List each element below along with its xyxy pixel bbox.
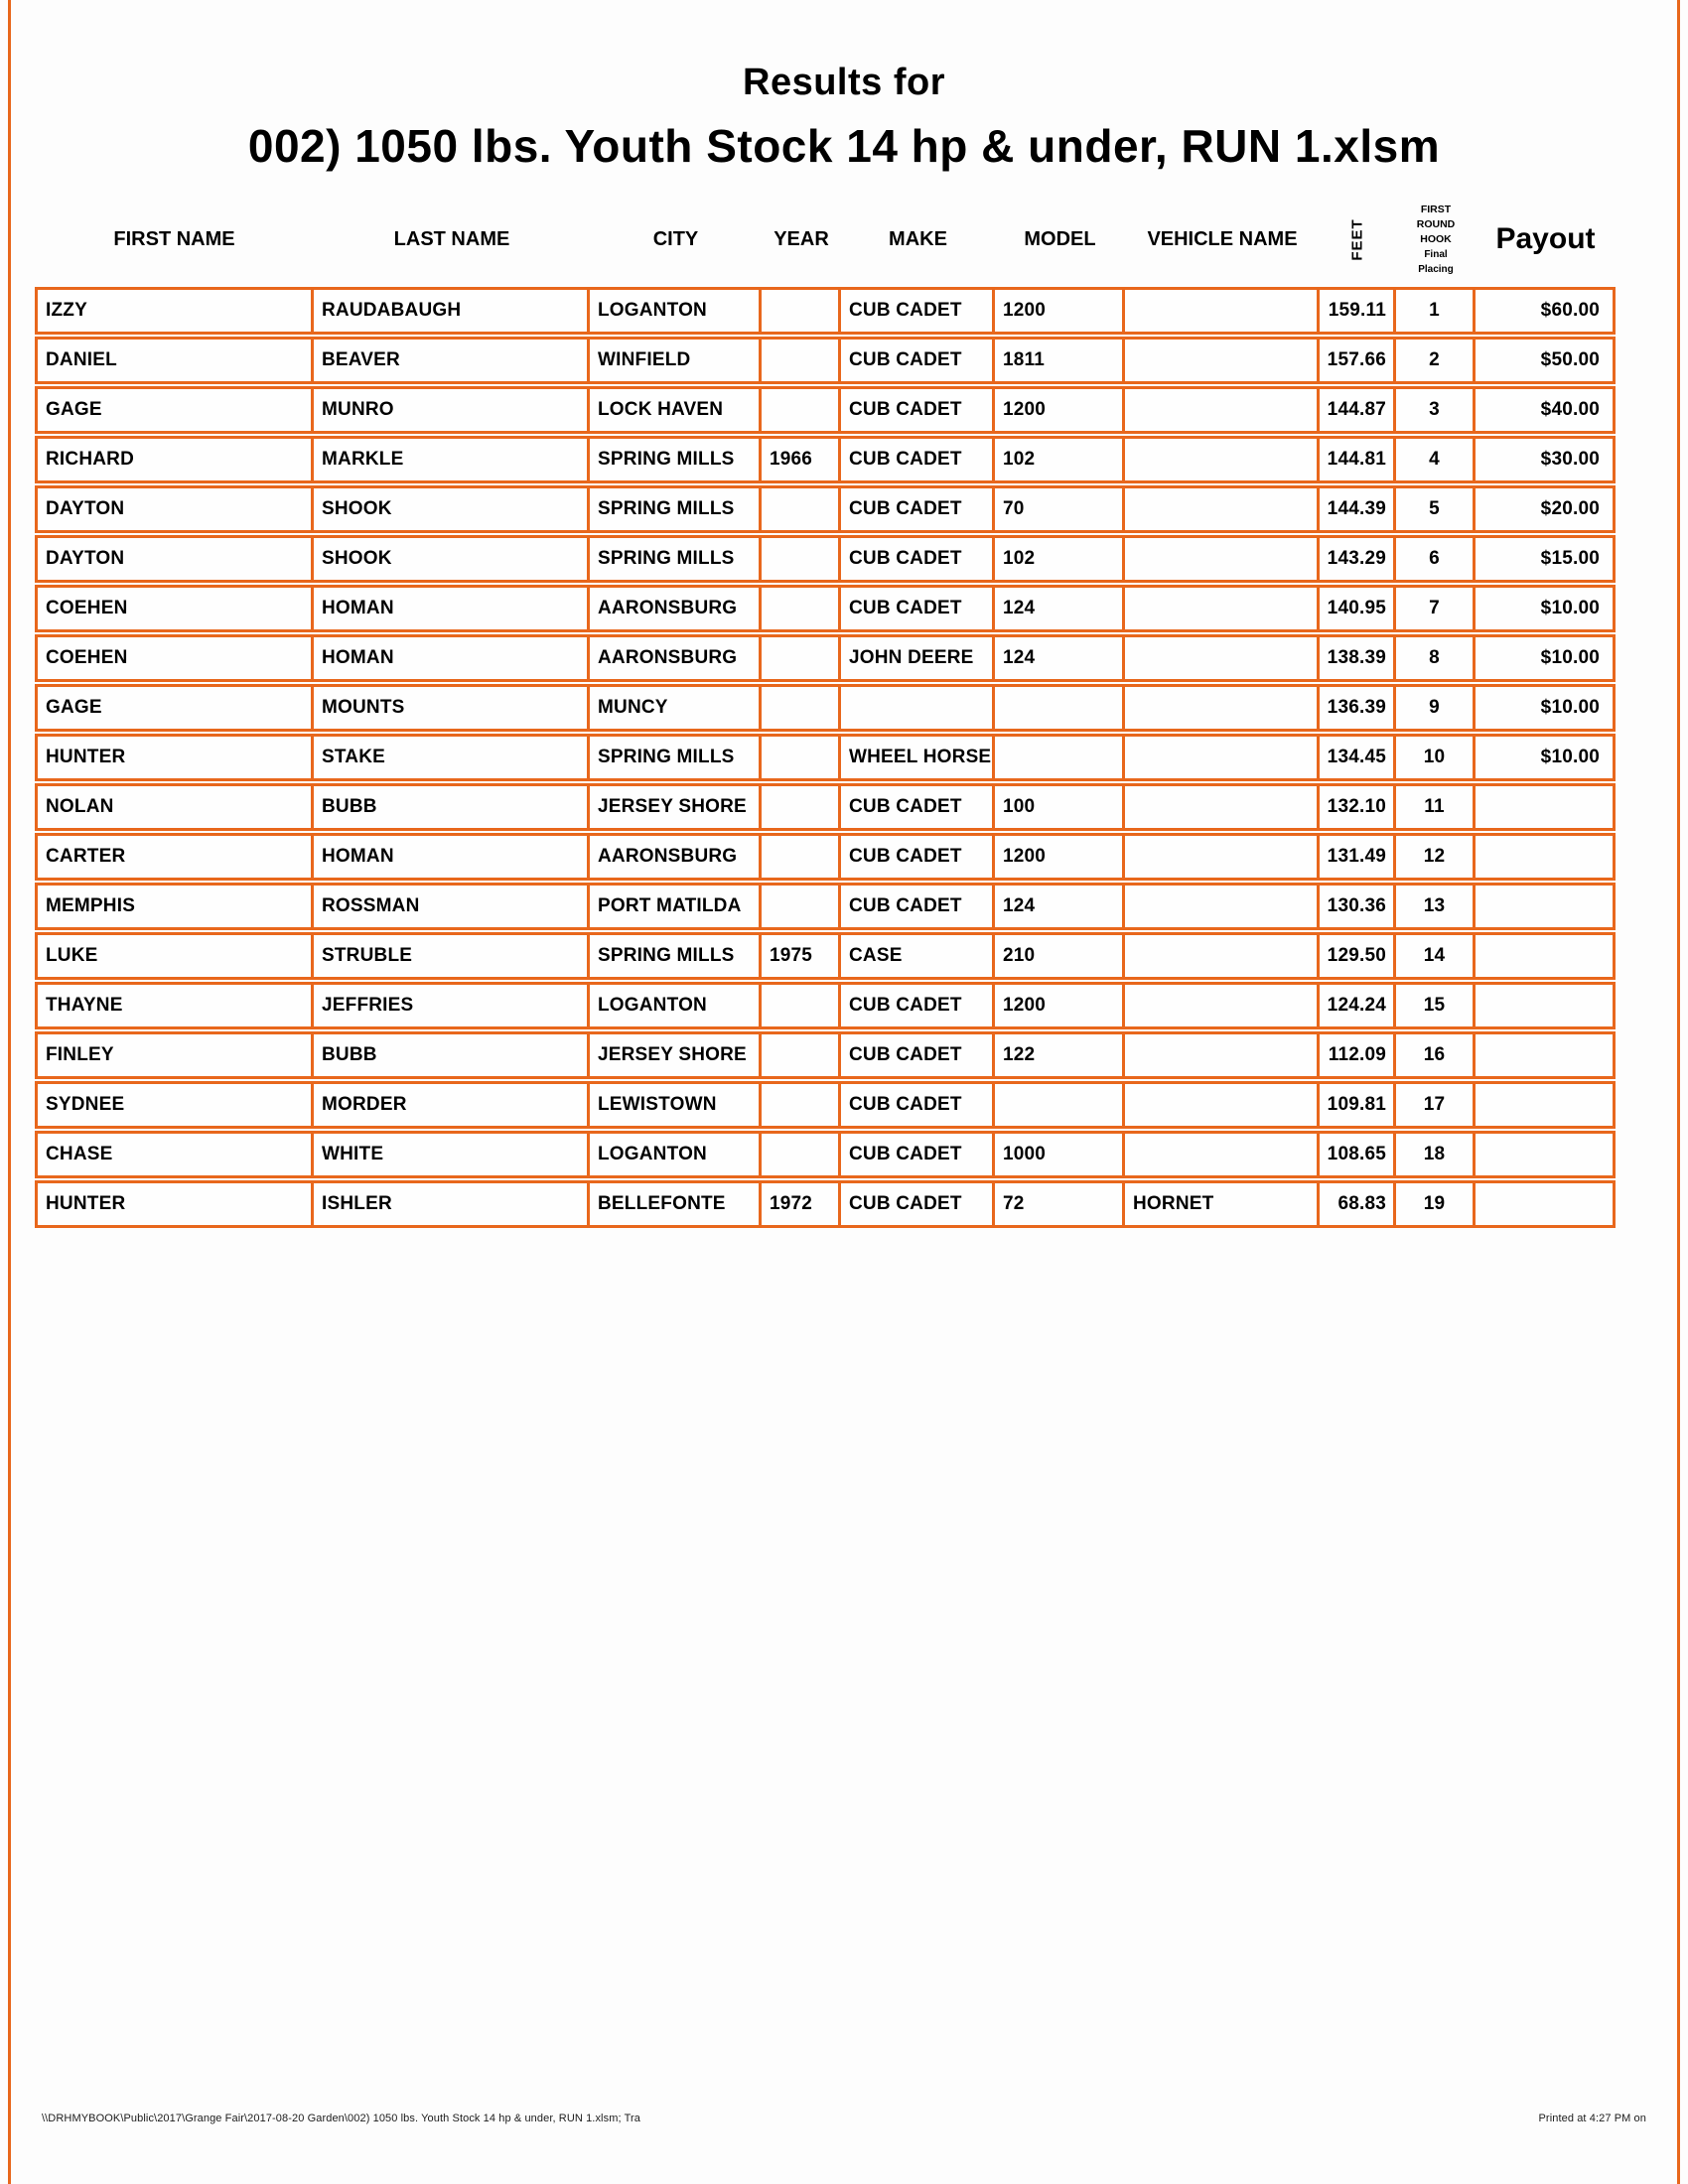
page-right-border — [1677, 0, 1680, 2184]
cell-city: LOGANTON — [590, 1131, 762, 1178]
cell-feet: 131.49 — [1320, 833, 1396, 881]
cell-payout — [1476, 833, 1616, 881]
cell-vehicle-name — [1125, 485, 1320, 533]
cell-make: CUB CADET — [841, 982, 995, 1029]
cell-make: CUB CADET — [841, 485, 995, 533]
cell-payout: $15.00 — [1476, 535, 1616, 583]
cell-year: 1972 — [762, 1180, 841, 1228]
cell-year — [762, 1081, 841, 1129]
cell-feet: 157.66 — [1320, 337, 1396, 384]
cell-last-name: WHITE — [314, 1131, 590, 1178]
results-table-body — [35, 287, 1616, 1230]
cell-make: CUB CADET — [841, 386, 995, 434]
cell-year — [762, 783, 841, 831]
cell-placing: 8 — [1396, 634, 1476, 682]
cell-first-name: MEMPHIS — [35, 883, 314, 930]
cell-year — [762, 585, 841, 632]
table-row — [35, 783, 1616, 831]
cell-payout — [1476, 982, 1616, 1029]
cell-feet: 143.29 — [1320, 535, 1396, 583]
cell-payout — [1476, 1081, 1616, 1129]
table-row — [35, 1180, 1616, 1228]
cell-model: 70 — [995, 485, 1125, 533]
cell-city: MUNCY — [590, 684, 762, 732]
cell-first-name: CARTER — [35, 833, 314, 881]
table-row — [35, 833, 1616, 881]
header-first-round-hook — [1396, 192, 1476, 287]
cell-make — [841, 684, 995, 732]
cell-model: 1000 — [995, 1131, 1125, 1178]
cell-model: 1200 — [995, 833, 1125, 881]
cell-city: SPRING MILLS — [590, 436, 762, 483]
cell-model: 122 — [995, 1031, 1125, 1079]
cell-vehicle-name — [1125, 982, 1320, 1029]
cell-feet: 159.11 — [1320, 287, 1396, 335]
cell-year — [762, 1031, 841, 1079]
cell-payout — [1476, 1131, 1616, 1178]
cell-placing: 17 — [1396, 1081, 1476, 1129]
page-left-border — [8, 0, 11, 2184]
cell-payout: $30.00 — [1476, 436, 1616, 483]
cell-first-name: NOLAN — [35, 783, 314, 831]
header-year: YEAR — [774, 227, 829, 250]
cell-feet: 124.24 — [1320, 982, 1396, 1029]
hook-line-3: HOOK — [1420, 232, 1452, 245]
header-make: MAKE — [889, 227, 947, 250]
cell-last-name: MARKLE — [314, 436, 590, 483]
table-row — [35, 932, 1616, 980]
cell-first-name: FINLEY — [35, 1031, 314, 1079]
cell-feet: 144.81 — [1320, 436, 1396, 483]
table-header-row — [35, 192, 1616, 287]
cell-feet: 134.45 — [1320, 734, 1396, 781]
cell-first-name: DANIEL — [35, 337, 314, 384]
cell-placing: 4 — [1396, 436, 1476, 483]
page-title: Results for — [743, 62, 945, 103]
cell-model: 124 — [995, 634, 1125, 682]
cell-model: 100 — [995, 783, 1125, 831]
cell-year — [762, 1131, 841, 1178]
cell-payout — [1476, 1180, 1616, 1228]
cell-vehicle-name — [1125, 585, 1320, 632]
table-row — [35, 485, 1616, 533]
cell-payout: $40.00 — [1476, 386, 1616, 434]
cell-year — [762, 386, 841, 434]
cell-last-name: BUBB — [314, 1031, 590, 1079]
cell-last-name: HOMAN — [314, 585, 590, 632]
cell-make: CUB CADET — [841, 287, 995, 335]
cell-vehicle-name — [1125, 634, 1320, 682]
cell-city: AARONSBURG — [590, 833, 762, 881]
table-row — [35, 982, 1616, 1029]
cell-first-name: LUKE — [35, 932, 314, 980]
cell-payout — [1476, 783, 1616, 831]
cell-year — [762, 684, 841, 732]
cell-vehicle-name — [1125, 287, 1320, 335]
cell-payout — [1476, 1031, 1616, 1079]
cell-make: CUB CADET — [841, 1031, 995, 1079]
cell-model: 1811 — [995, 337, 1125, 384]
cell-payout: $10.00 — [1476, 585, 1616, 632]
cell-city: SPRING MILLS — [590, 734, 762, 781]
cell-placing: 12 — [1396, 833, 1476, 881]
table-row — [35, 1081, 1616, 1129]
cell-first-name: DAYTON — [35, 535, 314, 583]
table-row — [35, 337, 1616, 384]
cell-model — [995, 734, 1125, 781]
cell-year — [762, 982, 841, 1029]
cell-city: JERSEY SHORE — [590, 783, 762, 831]
cell-model — [995, 684, 1125, 732]
cell-last-name: HOMAN — [314, 833, 590, 881]
cell-make: CASE — [841, 932, 995, 980]
cell-payout — [1476, 883, 1616, 930]
cell-feet: 108.65 — [1320, 1131, 1396, 1178]
cell-vehicle-name — [1125, 883, 1320, 930]
cell-last-name: MORDER — [314, 1081, 590, 1129]
cell-last-name: BEAVER — [314, 337, 590, 384]
cell-year: 1975 — [762, 932, 841, 980]
cell-first-name: COEHEN — [35, 634, 314, 682]
cell-first-name: IZZY — [35, 287, 314, 335]
cell-make: JOHN DEERE — [841, 634, 995, 682]
cell-make: WHEEL HORSE — [841, 734, 995, 781]
cell-last-name: SHOOK — [314, 485, 590, 533]
cell-vehicle-name — [1125, 535, 1320, 583]
cell-city: BELLEFONTE — [590, 1180, 762, 1228]
cell-placing: 13 — [1396, 883, 1476, 930]
hook-line-1: FIRST — [1420, 203, 1452, 215]
cell-last-name: RAUDABAUGH — [314, 287, 590, 335]
cell-city: SPRING MILLS — [590, 932, 762, 980]
cell-model: 1200 — [995, 982, 1125, 1029]
table-row — [35, 1131, 1616, 1178]
cell-payout: $60.00 — [1476, 287, 1616, 335]
hook-header-stack — [1417, 192, 1456, 287]
cell-placing: 14 — [1396, 932, 1476, 980]
cell-make: CUB CADET — [841, 585, 995, 632]
cell-last-name: HOMAN — [314, 634, 590, 682]
cell-vehicle-name — [1125, 1131, 1320, 1178]
table-row — [35, 585, 1616, 632]
header-last-name: LAST NAME — [393, 227, 510, 250]
cell-year — [762, 883, 841, 930]
cell-city: WINFIELD — [590, 337, 762, 384]
cell-first-name: RICHARD — [35, 436, 314, 483]
cell-make: CUB CADET — [841, 1131, 995, 1178]
page-subtitle: 002) 1050 lbs. Youth Stock 14 hp & under, RUN 1.xlsm — [247, 120, 1441, 172]
cell-placing: 11 — [1396, 783, 1476, 831]
cell-city: LOGANTON — [590, 287, 762, 335]
header-city: CITY — [652, 227, 699, 250]
cell-year — [762, 634, 841, 682]
cell-model: 210 — [995, 932, 1125, 980]
cell-city: LEWISTOWN — [590, 1081, 762, 1129]
cell-make: CUB CADET — [841, 535, 995, 583]
cell-model: 102 — [995, 436, 1125, 483]
cell-feet: 129.50 — [1320, 932, 1396, 980]
footer-file-path: \\DRHMYBOOK\Public\2017\Grange Fair\2017-08-20 Garden\002) 1050 lbs. Youth Stock 14 hp & under, RUN 1.xlsm; Tra — [42, 2113, 640, 2124]
cell-feet: 68.83 — [1320, 1180, 1396, 1228]
table-row — [35, 1031, 1616, 1079]
cell-payout — [1476, 932, 1616, 980]
cell-last-name: BUBB — [314, 783, 590, 831]
table-row — [35, 287, 1616, 335]
cell-last-name: MUNRO — [314, 386, 590, 434]
cell-vehicle-name: HORNET — [1125, 1180, 1320, 1228]
cell-city: AARONSBURG — [590, 585, 762, 632]
cell-first-name: HUNTER — [35, 1180, 314, 1228]
table-row — [35, 535, 1616, 583]
cell-placing: 18 — [1396, 1131, 1476, 1178]
cell-city: LOCK HAVEN — [590, 386, 762, 434]
cell-feet: 140.95 — [1320, 585, 1396, 632]
cell-year — [762, 287, 841, 335]
cell-placing: 16 — [1396, 1031, 1476, 1079]
table-row — [35, 883, 1616, 930]
header-first-name: FIRST NAME — [113, 227, 235, 250]
cell-make: CUB CADET — [841, 783, 995, 831]
cell-placing: 6 — [1396, 535, 1476, 583]
cell-placing: 1 — [1396, 287, 1476, 335]
cell-year: 1966 — [762, 436, 841, 483]
cell-placing: 19 — [1396, 1180, 1476, 1228]
cell-model — [995, 1081, 1125, 1129]
cell-payout: $10.00 — [1476, 634, 1616, 682]
cell-placing: 9 — [1396, 684, 1476, 732]
cell-make: CUB CADET — [841, 436, 995, 483]
cell-first-name: GAGE — [35, 386, 314, 434]
cell-placing: 10 — [1396, 734, 1476, 781]
cell-vehicle-name — [1125, 1081, 1320, 1129]
table-row — [35, 634, 1616, 682]
cell-city: PORT MATILDA — [590, 883, 762, 930]
cell-feet: 138.39 — [1320, 634, 1396, 682]
footer-printed-at: Printed at 4:27 PM on — [1538, 2113, 1646, 2124]
cell-vehicle-name — [1125, 734, 1320, 781]
feet-rotated-label: FEET — [1349, 217, 1366, 261]
cell-payout: $10.00 — [1476, 684, 1616, 732]
cell-make: CUB CADET — [841, 337, 995, 384]
cell-model: 1200 — [995, 386, 1125, 434]
cell-vehicle-name — [1125, 337, 1320, 384]
cell-feet: 136.39 — [1320, 684, 1396, 732]
cell-vehicle-name — [1125, 386, 1320, 434]
header-vehicle-name: VEHICLE NAME — [1147, 227, 1298, 250]
table-row — [35, 386, 1616, 434]
cell-city: LOGANTON — [590, 982, 762, 1029]
cell-city: AARONSBURG — [590, 634, 762, 682]
cell-payout: $10.00 — [1476, 734, 1616, 781]
cell-make: CUB CADET — [841, 1081, 995, 1129]
cell-model: 1200 — [995, 287, 1125, 335]
hook-line-2: ROUND — [1416, 217, 1456, 230]
table-row — [35, 436, 1616, 483]
cell-feet: 109.81 — [1320, 1081, 1396, 1129]
cell-model: 72 — [995, 1180, 1125, 1228]
cell-placing: 5 — [1396, 485, 1476, 533]
cell-model: 124 — [995, 883, 1125, 930]
cell-last-name: STRUBLE — [314, 932, 590, 980]
cell-placing: 2 — [1396, 337, 1476, 384]
cell-year — [762, 833, 841, 881]
cell-last-name: MOUNTS — [314, 684, 590, 732]
cell-first-name: GAGE — [35, 684, 314, 732]
cell-placing: 15 — [1396, 982, 1476, 1029]
cell-last-name: ISHLER — [314, 1180, 590, 1228]
cell-first-name: SYDNEE — [35, 1081, 314, 1129]
cell-feet: 112.09 — [1320, 1031, 1396, 1079]
header-feet — [1320, 192, 1396, 287]
cell-first-name: HUNTER — [35, 734, 314, 781]
cell-placing: 3 — [1396, 386, 1476, 434]
cell-year — [762, 734, 841, 781]
cell-year — [762, 485, 841, 533]
cell-last-name: SHOOK — [314, 535, 590, 583]
cell-model: 102 — [995, 535, 1125, 583]
cell-make: CUB CADET — [841, 833, 995, 881]
table-row — [35, 684, 1616, 732]
cell-feet: 144.87 — [1320, 386, 1396, 434]
cell-feet: 144.39 — [1320, 485, 1396, 533]
cell-feet: 130.36 — [1320, 883, 1396, 930]
cell-vehicle-name — [1125, 436, 1320, 483]
table-row — [35, 734, 1616, 781]
cell-first-name: THAYNE — [35, 982, 314, 1029]
cell-city: JERSEY SHORE — [590, 1031, 762, 1079]
hook-line-4: Final — [1424, 248, 1448, 260]
cell-placing: 7 — [1396, 585, 1476, 632]
cell-feet: 132.10 — [1320, 783, 1396, 831]
cell-model: 124 — [995, 585, 1125, 632]
cell-first-name: COEHEN — [35, 585, 314, 632]
cell-last-name: JEFFRIES — [314, 982, 590, 1029]
cell-vehicle-name — [1125, 833, 1320, 881]
cell-city: SPRING MILLS — [590, 485, 762, 533]
cell-last-name: STAKE — [314, 734, 590, 781]
header-payout: Payout — [1495, 222, 1596, 255]
hook-line-5: Placing — [1418, 263, 1454, 275]
header-model: MODEL — [1024, 227, 1096, 250]
cell-year — [762, 337, 841, 384]
cell-year — [762, 535, 841, 583]
cell-vehicle-name — [1125, 783, 1320, 831]
cell-payout: $50.00 — [1476, 337, 1616, 384]
cell-last-name: ROSSMAN — [314, 883, 590, 930]
cell-make: CUB CADET — [841, 1180, 995, 1228]
cell-first-name: DAYTON — [35, 485, 314, 533]
cell-first-name: CHASE — [35, 1131, 314, 1178]
cell-make: CUB CADET — [841, 883, 995, 930]
cell-vehicle-name — [1125, 932, 1320, 980]
cell-payout: $20.00 — [1476, 485, 1616, 533]
cell-vehicle-name — [1125, 1031, 1320, 1079]
cell-city: SPRING MILLS — [590, 535, 762, 583]
cell-vehicle-name — [1125, 684, 1320, 732]
